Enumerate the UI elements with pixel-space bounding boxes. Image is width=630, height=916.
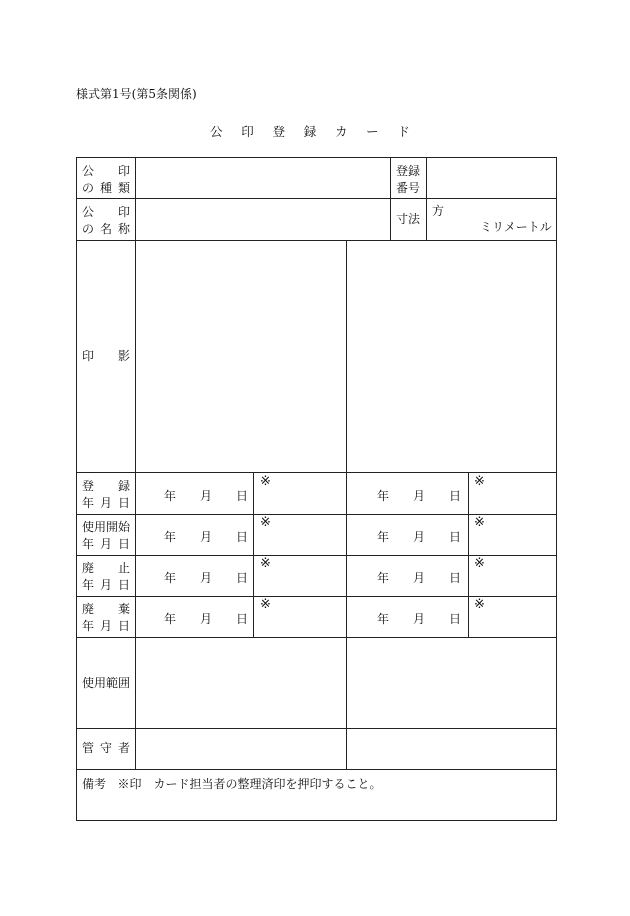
use-start-date-field-right[interactable]: 年 月 日	[377, 530, 461, 544]
check-mark: ※	[260, 474, 271, 489]
discarded-date-field-left[interactable]: 年 月 日	[164, 612, 248, 626]
label-seal-name: 公 印 の 名 称	[82, 205, 130, 237]
label-discarded-date: 廃 棄 年 月 日	[82, 602, 130, 634]
table-border-left	[76, 157, 77, 820]
label-registered-date: 登 録 年 月 日	[82, 479, 130, 511]
size-unit: ミリメートル	[480, 220, 552, 234]
remarks	[82, 776, 381, 793]
table-rule	[76, 769, 557, 770]
title-char: ー	[366, 124, 379, 139]
abolished-date-field-left[interactable]: 年 月 日	[164, 571, 248, 585]
abolished-date-field-right[interactable]: 年 月 日	[377, 571, 461, 585]
check-mark: ※	[474, 515, 485, 530]
table-border-right	[556, 157, 557, 820]
check-mark: ※	[260, 597, 271, 612]
label-seal-impression: 印 影	[82, 349, 130, 363]
label-scope-of-use: 使用範囲	[82, 676, 131, 690]
registered-date-field-right[interactable]: 年 月 日	[377, 489, 461, 503]
discarded-date-field-right[interactable]: 年 月 日	[377, 612, 461, 626]
check-mark: ※	[474, 556, 485, 571]
label-registration-number: 登録 番号	[396, 164, 421, 196]
table-rule	[253, 472, 254, 637]
table-rule	[76, 637, 557, 638]
title-char: 録	[303, 124, 317, 139]
table-rule	[426, 157, 427, 240]
title-char: 登	[272, 124, 285, 139]
check-mark: ※	[474, 597, 485, 612]
check-mark: ※	[474, 474, 485, 489]
use-start-date-field-left[interactable]: 年 月 日	[164, 530, 248, 544]
label-custodian: 管 守 者	[82, 741, 130, 755]
label-seal-kind: 公 印 の 種 類	[82, 164, 130, 196]
check-mark: ※	[260, 515, 271, 530]
registered-date-field-left[interactable]: 年 月 日	[164, 489, 248, 503]
table-rule	[76, 240, 557, 241]
label-use-start-date: 使用開始 年 月 日	[82, 520, 131, 552]
table-rule	[468, 472, 469, 637]
check-mark: ※	[260, 556, 271, 571]
title-char: 印	[241, 124, 254, 139]
document-title	[210, 122, 410, 140]
table-rule	[76, 198, 557, 199]
table-border-top	[76, 157, 557, 158]
label-abolished-date: 廃 止 年 月 日	[82, 561, 130, 593]
label-column-divider	[135, 157, 136, 769]
center-column-divider	[346, 240, 347, 769]
label-size: 寸法	[396, 212, 421, 226]
remarks-text: ※印 カード担当者の整理済印を押印すること。	[117, 777, 382, 791]
title-char: 公	[210, 124, 223, 139]
form-number: 様式第1号(第5条関係)	[76, 87, 197, 101]
table-border-bottom	[76, 820, 557, 821]
title-char: カ	[334, 124, 348, 139]
size-unit-prefix: 方	[432, 204, 445, 218]
table-rule	[390, 157, 391, 240]
title-char: ド	[397, 124, 410, 139]
table-rule	[76, 472, 557, 473]
remarks-label: 備考	[82, 777, 107, 791]
table-rule	[76, 728, 557, 729]
